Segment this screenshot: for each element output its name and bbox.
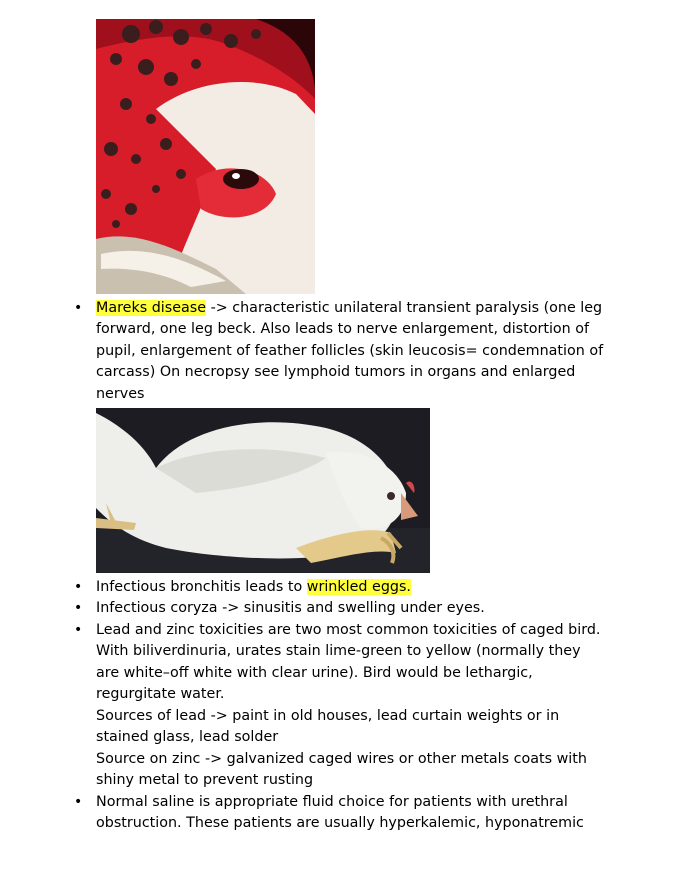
mareks-line-1: • Mareks disease -> characteristic unilateral transient paralysis (one leg — [96, 300, 603, 316]
bullet-infectious-bronchitis: • Infectious bronchitis leads to wrinkled eggs. — [96, 577, 621, 598]
paralyzed-chicken-photo — [96, 408, 430, 573]
mareks-line-4: carcass) On necropsy see lymphoid tumors in organs and enlarged — [96, 364, 576, 381]
mareks-line-5: nerves — [96, 385, 145, 402]
bronchitis-highlight: wrinkled eggs. — [306, 579, 411, 595]
zinc-sources-paragraph: Source on zinc -> galvanized caged wires or other metals coats with shiny metal to prevent rusting — [96, 751, 587, 789]
bullet-mareks-disease — [96, 298, 621, 405]
rooster-head-photo — [96, 19, 315, 294]
mareks-line-2: forward, one leg beck. Also leads to nerve enlargement, distortion of — [96, 321, 590, 338]
bullet-lead-zinc-toxicity: • Lead and zinc toxicities are two most common toxicities of caged bird. With biliverdinuria, urates stain lime-green to yellow (normally they are white–off white with clear urine). Bird would be lethargic, regurgitate water. — [96, 620, 621, 706]
rooster-head-with-comb-lesions-photo-icon — [96, 19, 315, 294]
mareks-line-3: pupil, enlargement of feather follicles (skin leucosis= condemnation of — [96, 342, 604, 359]
paralyzed-white-chicken-photo-icon — [96, 408, 430, 573]
bullet-infectious-coryza: • Infectious coryza -> sinusitis and swelling under eyes. — [96, 598, 621, 619]
mareks-highlight: Mareks disease — [96, 300, 207, 316]
lead-sources-paragraph: Sources of lead -> paint in old houses, lead curtain weights or in stained glass, lead solder — [96, 708, 560, 746]
bullet-normal-saline: • Normal saline is appropriate fluid choice for patients with urethral obstruction. These patients are usually hyperkalemic, hyponatremic — [96, 792, 621, 835]
